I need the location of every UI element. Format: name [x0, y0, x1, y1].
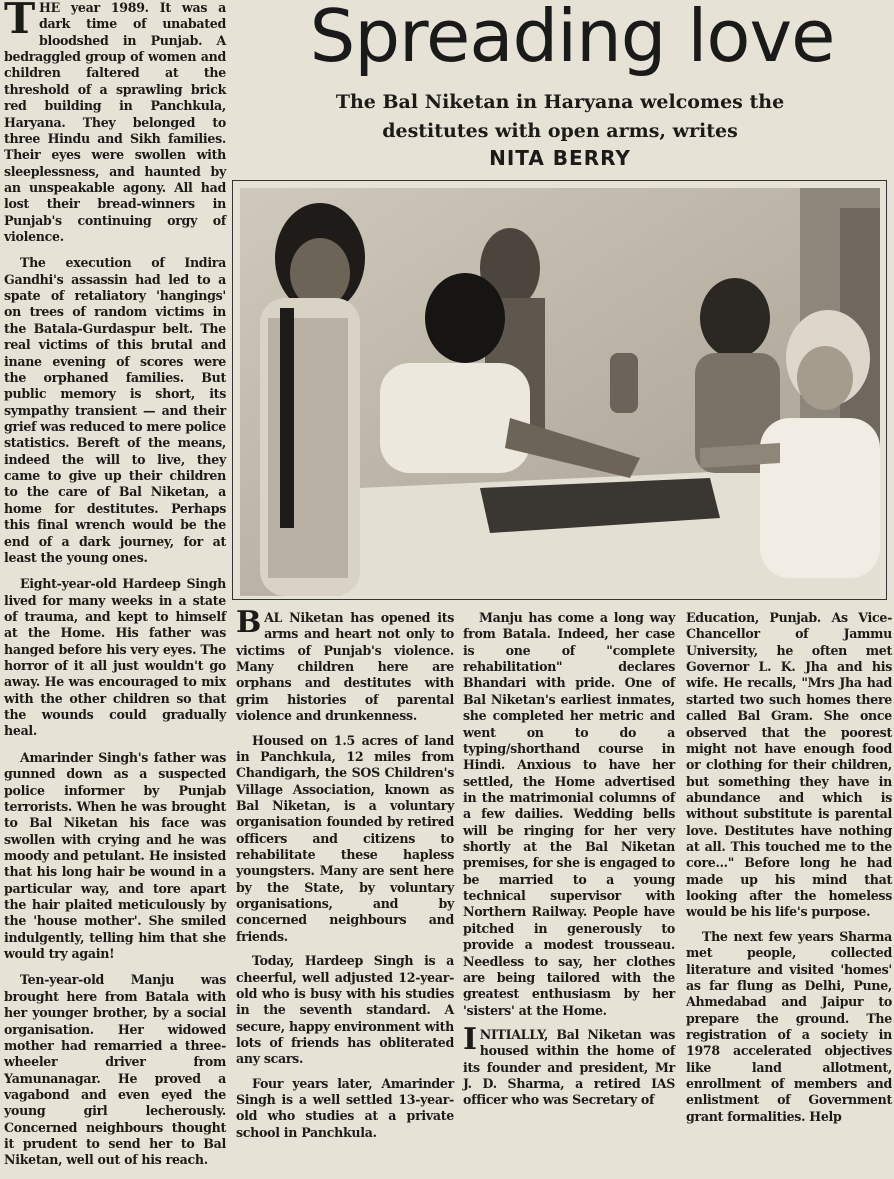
paragraph: THE year 1989. It was a dark time of unabated bloodshed in Punjab. A bedraggled group of women and children faltered at the threshold of a sprawling brick red building in Panchkula, Haryana. They belonged to three Hindu and Sikh families. Their eyes were swollen with sleeplessness, and haunted by an unspeakable agony. All had lost their bread-winners in Punjab's continuing orgy of violence. — [4, 0, 226, 245]
paragraph: Eight-year-old Hardeep Singh lived for many weeks in a state of trauma, and kept to himself at the Home. His father was hanged before his very eyes. The horror of it all just wouldn't go away. He was encouraged to mix with the other children so that the wounds could gradually heal. — [4, 576, 226, 739]
drop-cap: I — [463, 1021, 477, 1057]
article-column-1 — [4, 0, 226, 1179]
paragraph: Ten-year-old Manju was brought here from Batala with her younger brother, by a social organisation. Her widowed mother had remarried a three-wheeler driver from Yamunanagar. He proved a vagabond and even eyed the young girl lecherously. Concerned neighbours thought it prudent to send her to Bal Niketan, well out of his reach. — [4, 972, 226, 1168]
paragraph: The execution of Indira Gandhi's assassin had led to a spate of retaliatory 'hangings' on trees of random victims in the Batala-Gurdaspur belt. The real victims of this brutal and inane evening of scores were the orphaned families. But public memory is short, its sympathy transient — and their grief was reduced to mere police statistics. Bereft of the means, indeed the will to live, they came to give up their children to the care of Bal Niketan, a home for destitutes. Perhaps this final wrench would be the end of a dark journey, for at least the young ones. — [4, 255, 226, 565]
drop-cap: T — [4, 0, 35, 43]
article-column-4 — [686, 610, 892, 1133]
article-subtitle — [245, 88, 875, 146]
drop-cap: B — [236, 605, 262, 640]
article-column-2 — [236, 605, 454, 1149]
paragraph: BAL Niketan has opened its arms and heart not only to victims of Punjab's violence. Many children here are orphans and destitutes with grim histories of parental violence and drunkenness. — [236, 605, 454, 724]
paragraph: Housed on 1.5 acres of land in Panchkula, 12 miles from Chandigarh, the SOS Children's Village Association, known as Bal Niketan, is a voluntary organisation founded by retired officers and citizens to rehabilitate these hapless youngsters. Many are sent here by the State, by voluntary organisations, and by concerned neighbours and friends. — [236, 732, 454, 944]
article-title: Spreading love — [309, 0, 835, 78]
article-photo — [240, 188, 880, 596]
paragraph: Four years later, Amarinder Singh is a well settled 13-year-old who studies at a private school in Panchkula. — [236, 1075, 454, 1140]
paragraph: Manju has come a long way from Batala. Indeed, her case is one of "complete rehabilitation" declares Bhandari with pride. One of Bal Niketan's earliest inmates, she completed her metric and went on to do a typing/shorthand course in Hindi. Anxious to have her settled, the Home advertised in the matrimonial columns of a few dailies. Wedding bells will be ringing for her very shortly at the Bal Niketan premises, for she is engaged to be married to a young technical supervisor with Northern Railway. People have pitched in generously to provide a modest trousseau. Needless to say, her clothes are being tailored with the greatest enthusiasm by her 'sisters' at the Home. — [463, 610, 675, 1018]
paragraph: The next few years Sharma met people, collected literature and visited 'homes' as far flung as Delhi, Pune, Ahmedabad and Jaipur to prepare the ground. The registration of a society in 1978 accelerated objectives like land allotment, enrollment of members and enlistment of Government grant formalities. Help — [686, 928, 892, 1124]
photo-illustration — [240, 188, 880, 596]
paragraph: Today, Hardeep Singh is a cheerful, well adjusted 12-year-old who is busy with his studies in the seventh standard. A secure, happy environment with lots of friends has obliterated any scars. — [236, 953, 454, 1067]
article-column-3 — [463, 610, 675, 1117]
paragraph: Education, Punjab. As Vice-Chancellor of Jammu University, he often met Governor L. K. Jha and his wife. He recalls, "Mrs Jha had started two such homes there called Bal Gram. She once observed that the poorest might not have enough food or clothing for their children, but something they have in abundance and which is without substitute is parental love. Destitutes have nothing at all. This touched me to the core..." Before long he had made up his mind that looking after the homeless would be his life's purpose. — [686, 610, 892, 920]
paragraph: INITIALLY, Bal Niketan was housed within the home of its founder and president, Mr J. D. Sharma, a retired IAS officer who was Secretary of — [463, 1021, 675, 1108]
byline: NITA BERRY — [489, 146, 631, 170]
subtitle-line-2: destitutes with open arms, writes — [382, 120, 738, 142]
subtitle-line-1: The Bal Niketan in Haryana welcomes the — [335, 91, 785, 113]
paragraph: Amarinder Singh's father was gunned down as a suspected police informer by Punjab terrorists. When he was brought to Bal Niketan his face was swollen with crying and he was moody and petulant. He insisted that his long hair be wound in a particular way, and tore apart the hair plaited meticulously by the 'house mother'. She smiled indulgently, telling him that she would try again! — [4, 749, 226, 962]
